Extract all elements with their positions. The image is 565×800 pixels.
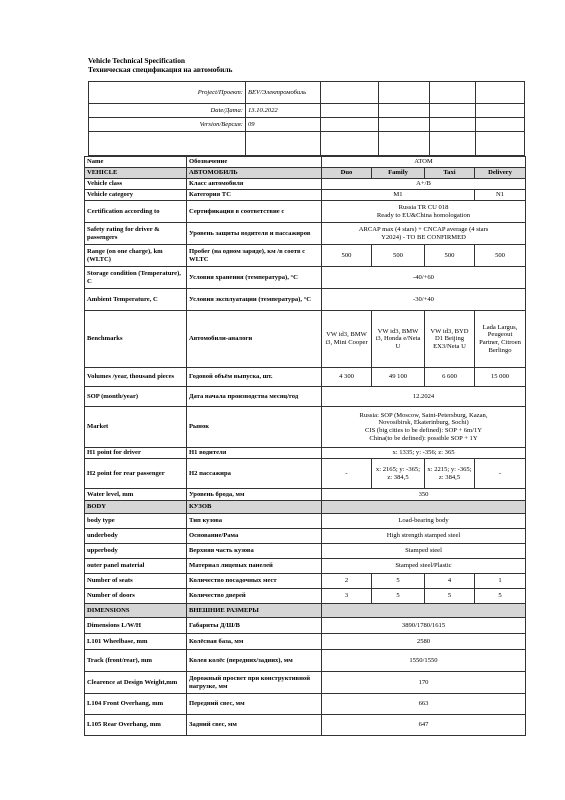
param-en: Storage condition (Temperature), C: [85, 267, 187, 289]
value-family: 5: [372, 574, 425, 589]
meta-row-version: [89, 118, 525, 132]
param-ru: Класс автомобиля: [187, 179, 322, 190]
param-value-m1: M1: [322, 190, 475, 201]
row-name: [85, 157, 526, 168]
row-vehicle-class: [85, 179, 526, 190]
param-value: [322, 407, 526, 448]
param-value: 3890/1780/1615: [322, 618, 526, 634]
param-value: 663: [322, 694, 526, 715]
param-en: Range (on one charge), km (WLTC): [85, 245, 187, 267]
value-line: Russia TR CU 018: [398, 203, 449, 211]
meta-row-project: [89, 82, 525, 104]
param-en: Volumes /year, thousand pieces: [85, 368, 187, 387]
row-safety: [85, 223, 526, 245]
section-vehicle: [85, 168, 526, 179]
value-family: 49 100: [372, 368, 425, 387]
row-body-type: [85, 514, 526, 529]
section-body: [85, 501, 526, 514]
meta-value: BEV/Электромобиль: [246, 82, 321, 104]
param-value: 1550/1550: [322, 650, 526, 672]
param-en: Clearence at Design Weight,mm: [85, 672, 187, 694]
param-ru: Дорожный просвет при конструктивной нагрузке, мм: [187, 672, 322, 694]
value-delivery: Lada Largus, Peugeout Partner, Citroen Berlingo: [475, 311, 526, 368]
param-ru: Пробег (на одном заряде), км /в соотв с WLTC: [187, 245, 322, 267]
meta-row-date: [89, 104, 525, 118]
param-value: -30/+40: [322, 289, 526, 311]
param-value: High strength stamped steel: [322, 529, 526, 544]
row-doors: [85, 589, 526, 604]
section-en: BODY: [85, 501, 187, 514]
param-ru: Передний свес, мм: [187, 694, 322, 715]
variant-duo: Duo: [322, 168, 372, 179]
row-seats: [85, 574, 526, 589]
param-ru: Количество дверей: [187, 589, 322, 604]
row-h2: [85, 459, 526, 489]
param-ru: Основание/Рама: [187, 529, 322, 544]
section-ru: ВНЕШНИЕ РАЗМЕРЫ: [187, 604, 322, 618]
row-dims-lwh: [85, 618, 526, 634]
param-en: Track (front/rear), mm: [85, 650, 187, 672]
param-en: Safety rating for driver & passengers: [85, 223, 187, 245]
param-en: Number of seats: [85, 574, 187, 589]
param-en: body type: [85, 514, 187, 529]
value-duo: 3: [322, 589, 372, 604]
row-benchmarks: [85, 311, 526, 368]
param-en: H1 point for driver: [85, 448, 187, 459]
section-dimensions: [85, 604, 526, 618]
variant-delivery: Delivery: [475, 168, 526, 179]
param-en: L104 Front Overhang, mm: [85, 694, 187, 715]
row-underbody: [85, 529, 526, 544]
param-en: Benchmarks: [85, 311, 187, 368]
meta-label: Version/Версия:: [89, 118, 246, 132]
value-taxi: 5: [425, 589, 475, 604]
row-rear-overhang: [85, 715, 526, 736]
param-en: L101 Wheelbase, mm: [85, 634, 187, 650]
value-delivery: -: [475, 459, 526, 489]
param-en: Vehicle class: [85, 179, 187, 190]
title-en: Vehicle Technical Specification: [88, 56, 186, 65]
param-en: Ambient Temperature, C: [85, 289, 187, 311]
param-ru: Годовой объём выпуска, шт.: [187, 368, 322, 387]
param-ru: Дата начала производства месяц/год: [187, 387, 322, 407]
param-en: H2 point for rear passenger: [85, 459, 187, 489]
param-ru: H1 водителя: [187, 448, 322, 459]
meta-value: 09: [246, 118, 321, 132]
row-ambient: [85, 289, 526, 311]
meta-row-blank: [89, 132, 525, 156]
row-market: [85, 407, 526, 448]
param-value-n1: N1: [475, 190, 526, 201]
row-certification: [85, 201, 526, 223]
row-front-overhang: [85, 694, 526, 715]
param-ru: Сертификация в соответствие с: [187, 201, 322, 223]
param-ru: Рынок: [187, 407, 322, 448]
value-taxi: x: 2215; y: -365; z: 384,5: [425, 459, 475, 489]
value-line: Ready to EU&China homologation: [376, 211, 471, 219]
param-en: L105 Rear Overhang, mm: [85, 715, 187, 736]
value-family: VW id3, BMW i3, Honda e/Neta U: [372, 311, 425, 368]
param-value: [322, 201, 526, 223]
param-en: Name: [85, 157, 187, 168]
param-ru: Верхняя часть кузова: [187, 544, 322, 559]
value-line: CIS (big cities to be defined): SOP + 6m/1Y: [364, 427, 483, 434]
param-value: 12.2024: [322, 387, 526, 407]
row-sop: [85, 387, 526, 407]
param-ru: Материал лицевых панелей: [187, 559, 322, 574]
row-track: [85, 650, 526, 672]
section-ru: АВТОМОБИЛЬ: [187, 168, 322, 179]
row-outer-panel: [85, 559, 526, 574]
param-en: upperbody: [85, 544, 187, 559]
row-range: [85, 245, 526, 267]
value-taxi: 6 600: [425, 368, 475, 387]
param-en: underbody: [85, 529, 187, 544]
param-value: Stamped steel: [322, 544, 526, 559]
value-family: 5: [372, 589, 425, 604]
param-ru: Габариты Д/Ш/В: [187, 618, 322, 634]
param-en: Water level, mm: [85, 489, 187, 501]
variant-family: Family: [372, 168, 425, 179]
meta-label: Date/Дата:: [89, 104, 246, 118]
param-en: outer panel material: [85, 559, 187, 574]
value-duo: 2: [322, 574, 372, 589]
value-duo: 500: [322, 245, 372, 267]
value-line: Russia: SOP (Moscow, Saint-Petersburg, Kazan,: [359, 411, 488, 419]
param-ru: Автомобили-аналоги: [187, 311, 322, 368]
param-value: 350: [322, 489, 526, 501]
param-ru: Уровень защиты водителя и пассажиров: [187, 223, 322, 245]
param-ru: Количество посадочных мест: [187, 574, 322, 589]
value-taxi: VW id3, BYD D1 Beijing EX3/Neta U: [425, 311, 475, 368]
meta-label: Project/Проект:: [89, 82, 246, 104]
row-water: [85, 489, 526, 501]
param-value: Stamped steel/Plastic: [322, 559, 526, 574]
param-en: Market: [85, 407, 187, 448]
param-ru: Задний свес, мм: [187, 715, 322, 736]
param-value: [322, 223, 526, 245]
param-en: Vehicle category: [85, 190, 187, 201]
value-family: 500: [372, 245, 425, 267]
section-en: DIMENSIONS: [85, 604, 187, 618]
value-taxi: 4: [425, 574, 475, 589]
param-value: 647: [322, 715, 526, 736]
row-clearance: [85, 672, 526, 694]
value-duo: -: [322, 459, 372, 489]
param-en: SOP (month/year): [85, 387, 187, 407]
value-duo: 4 300: [322, 368, 372, 387]
value-delivery: 5: [475, 589, 526, 604]
param-en: Certification according to: [85, 201, 187, 223]
param-ru: Условия хранения (температура), °C: [187, 267, 322, 289]
value-taxi: 500: [425, 245, 475, 267]
param-en: Number of doors: [85, 589, 187, 604]
value-line: China(to be defined): possible SOP + 1Y: [369, 434, 478, 442]
param-ru: H2 пассажира: [187, 459, 322, 489]
param-ru: Колея колёс (передних/задних), мм: [187, 650, 322, 672]
value-line: Novosibirsk, Ekaterinburg, Sochi): [378, 419, 469, 427]
value-delivery: 500: [475, 245, 526, 267]
param-value: 2580: [322, 634, 526, 650]
meta-table: [88, 81, 525, 156]
param-ru: Тип кузова: [187, 514, 322, 529]
row-upperbody: [85, 544, 526, 559]
row-wheelbase: [85, 634, 526, 650]
value-family: x: 2165; y: -365; z: 384,5: [372, 459, 425, 489]
meta-value: 13.10.2022: [246, 104, 321, 118]
value-line: Y2024) - TO BE CONFIRMED: [381, 233, 466, 241]
param-value: Load-bearing body: [322, 514, 526, 529]
param-ru: Уровень брода, мм: [187, 489, 322, 501]
spec-table: [84, 156, 526, 736]
param-value: 170: [322, 672, 526, 694]
value-delivery: 1: [475, 574, 526, 589]
row-h1: [85, 448, 526, 459]
section-en: VEHICLE: [85, 168, 187, 179]
param-value: A+/B: [322, 179, 526, 190]
variant-taxi: Taxi: [425, 168, 475, 179]
param-value: -40/+60: [322, 267, 526, 289]
title-ru: Техническая спецификация на автомобиль: [88, 65, 233, 74]
value-delivery: 15 000: [475, 368, 526, 387]
value-line: ARCAP max (4 stars) + CNCAP average (4 stars: [358, 225, 489, 233]
section-ru: КУЗОВ: [187, 501, 322, 514]
document-title: [88, 56, 248, 74]
param-ru: Колёсная база, мм: [187, 634, 322, 650]
param-ru: Обозначение: [187, 157, 322, 168]
param-ru: Категория ТС: [187, 190, 322, 201]
param-ru: Условия эксплуатации (температура), °C: [187, 289, 322, 311]
row-volumes: [85, 368, 526, 387]
row-vehicle-category: [85, 190, 526, 201]
param-value: ATOM: [322, 157, 526, 168]
row-storage: [85, 267, 526, 289]
param-value: x: 1335; y: -356; z: 365: [322, 448, 526, 459]
param-en: Dimensions L/W/H: [85, 618, 187, 634]
value-duo: VW id3, BMW i3, Mini Cooper: [322, 311, 372, 368]
